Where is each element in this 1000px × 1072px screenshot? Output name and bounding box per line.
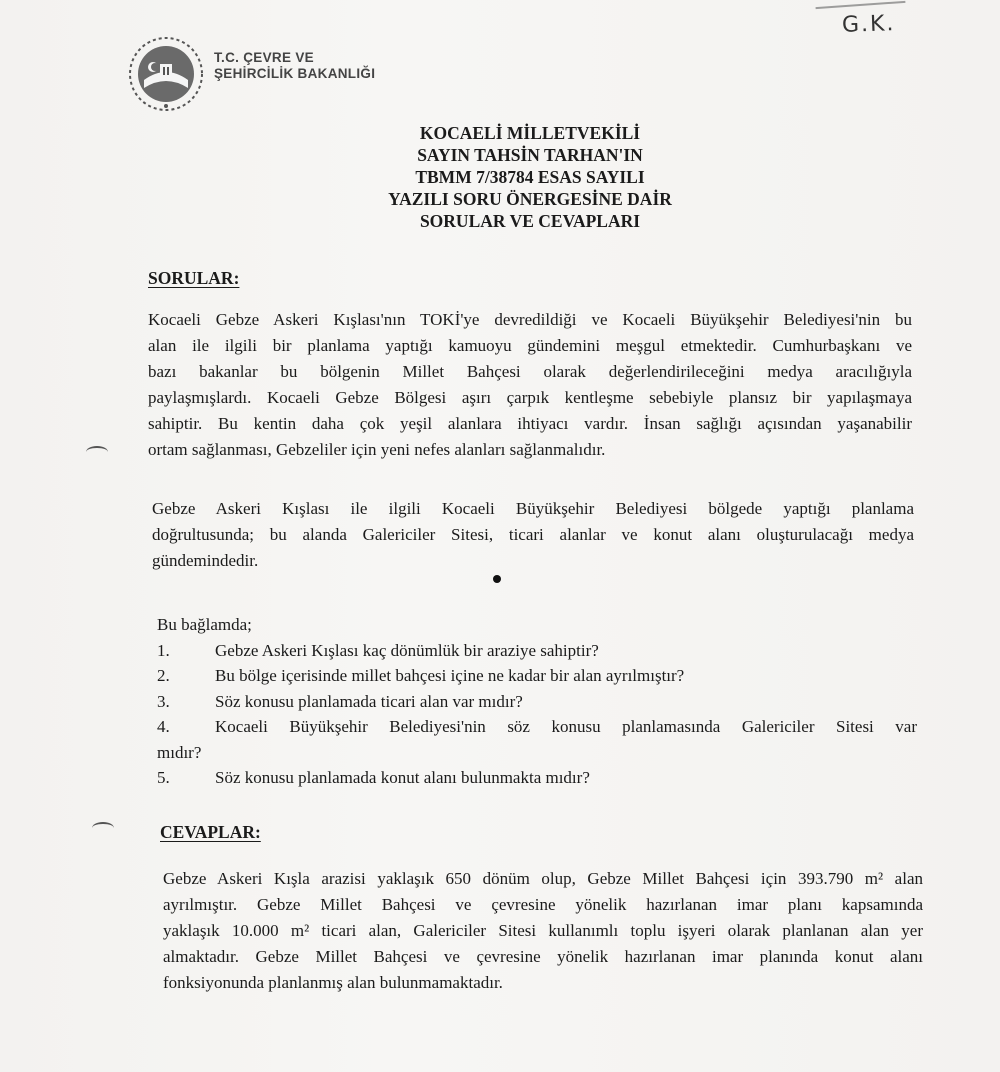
questions-title: SORULAR: <box>148 268 240 288</box>
paragraph-line: paylaşmışlardı. Kocaeli Gebze Bölgesi aşırı çarpık kentleşme sebebiyle plansız bir yapılaşmaya <box>148 388 912 407</box>
paragraph-line: fonksiyonunda planlanmış alan bulunmamaktadır. <box>163 973 503 992</box>
list-intro: Bu bağlamda; <box>157 615 252 634</box>
heading-line4: YAZILI SORU ÖNERGESİNE DAİR <box>388 189 672 209</box>
item-continuation: mıdır? <box>157 742 202 762</box>
paragraph-line: bazı bakanlar bu bölgenin Millet Bahçesi olarak değerlendirileceğini medya aracılığıyla <box>148 362 912 381</box>
question-list <box>157 612 917 791</box>
paragraph-line: sahiptir. Bu kentin daha çok yeşil alanlara ihtiyacı vardır. İnsan sağlığı açısından yaşanabilir <box>148 414 912 433</box>
answers-paragraph <box>163 866 923 996</box>
list-item <box>157 638 917 664</box>
margin-mark <box>86 446 108 458</box>
questions-paragraph-1 <box>148 307 912 463</box>
paragraph-line: alan ile ilgili bir planlama yaptığı kamuoyu gündemini meşgul etmektedir. Cumhurbaşkanı ve <box>148 336 912 355</box>
item-text: Söz konusu planlamada ticari alan var mıdır? <box>215 691 523 711</box>
heading-line2: SAYIN TAHSİN TARHAN'IN <box>417 145 643 165</box>
heading-line5: SORULAR VE CEVAPLARI <box>419 211 641 231</box>
item-number: 4. <box>157 717 170 736</box>
ministry-line2: ŞEHİRCİLİK BAKANLIĞI <box>214 66 376 81</box>
ministry-logo-icon <box>126 34 206 114</box>
item-text: Söz konusu planlamada konut alanı bulunmakta mıdır? <box>215 768 590 787</box>
item-number: 1. <box>157 640 170 660</box>
margin-mark <box>92 822 114 834</box>
list-item <box>157 689 917 715</box>
paragraph-line: almaktadır. Gebze Millet Bahçesi ve çevresine yönelik hazırlanan imar planında konut alanı <box>163 947 923 966</box>
paragraph-line: Kocaeli Gebze Askeri Kışlası'nın TOKİ'ye devredildiği ve Kocaeli Büyükşehir Belediyesi'nin bu <box>148 310 912 329</box>
paragraph-line: doğrultusunda; bu alanda Galericiler Sitesi, ticari alanlar ve konut alanı oluşturulacağı medya <box>152 525 914 544</box>
item-number: 5. <box>157 768 170 787</box>
paragraph-line: ortam sağlanması, Gebzeliler için yeni nefes alanları sağlanmalıdır. <box>148 440 606 459</box>
ink-dot <box>493 575 501 583</box>
pen-mark <box>815 0 906 9</box>
item-number: 2. <box>157 666 170 685</box>
list-item <box>157 663 917 689</box>
paragraph-line: Gebze Askeri Kışla arazisi yaklaşık 650 dönüm olup, Gebze Millet Bahçesi için 393.790 m² alan <box>163 869 923 888</box>
item-text: Bu bölge içerisinde millet bahçesi içine ne kadar bir alan ayrılmıştır? <box>215 666 685 685</box>
paragraph-line: ayrılmıştır. Gebze Millet Bahçesi ve çevresine yönelik hazırlanan imar planı kapsamında <box>163 895 923 914</box>
ministry-line1: T.C. ÇEVRE VE <box>214 50 314 65</box>
heading-line3: TBMM 7/38784 ESAS SAYILI <box>415 167 645 187</box>
item-number: 3. <box>157 691 170 711</box>
answers-title: CEVAPLAR: <box>160 822 261 842</box>
paragraph-line: gündemindedir. <box>152 551 259 570</box>
item-text: Gebze Askeri Kışlası kaç dönümlük bir araziye sahiptir? <box>215 640 599 660</box>
handwritten-note: G.K. <box>841 11 896 38</box>
paragraph-line: yaklaşık 10.000 m² ticari alan, Galericiler Sitesi kullanımlı toplu işyeri olarak planlanan alan yer <box>163 921 923 940</box>
paragraph-line: Gebze Askeri Kışlası ile ilgili Kocaeli Büyükşehir Belediyesi bölgede yaptığı planlama <box>152 499 914 518</box>
document-heading <box>300 122 760 232</box>
heading-line1: KOCAELİ MİLLETVEKİLİ <box>419 123 641 143</box>
item-text: Kocaeli Büyükşehir Belediyesi'nin söz konusu planlamasında Galericiler Sitesi var <box>215 717 917 736</box>
ministry-name <box>214 50 375 82</box>
list-item <box>157 765 917 791</box>
questions-paragraph-2 <box>152 496 914 574</box>
list-item <box>157 714 917 740</box>
